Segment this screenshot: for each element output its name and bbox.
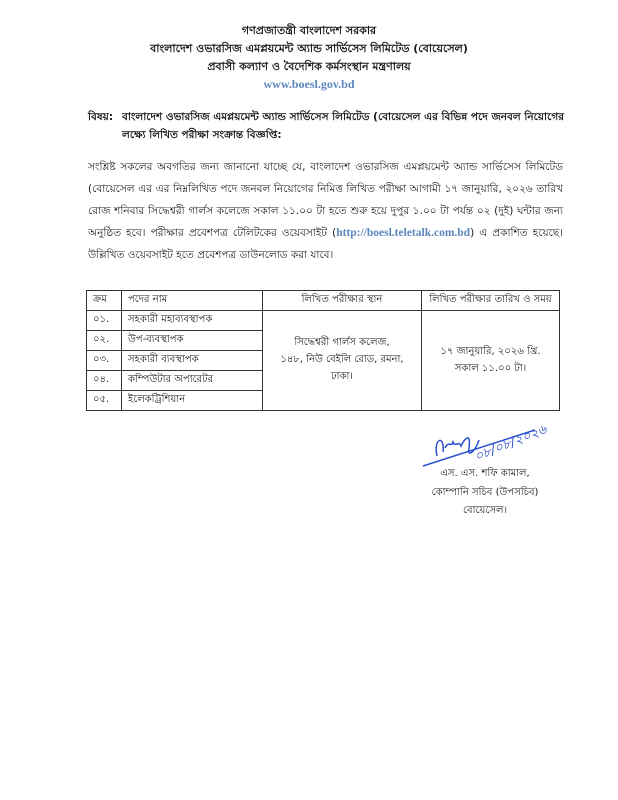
body-text-1: সংশ্লিষ্ট সকলের অবগতির জন্য জানানো যাচ্ছে যে, বাংলাদেশ ওভারসিজ এমপ্লয়মেন্ট অ্যান্ড সার্ভিসেস লিমিটেড (বোয়েসেল এর এর নিম্নলিখিত পদে জনবল নিয়োগের নিমিত্ত লিখিত পরীক্ষা আগামী ১৭ জানুয়ারি, ২০২৬ তারিখ রোজ শনিবার সিদ্ধেশ্বরী গার্লস কলেজে সকাল ১১.০০ টা হতে শুরু হয়ে দুপুর ১.০০ টা পর্যন্ত ০২ (দুই) ঘন্টার জন্য অনুষ্ঠিত হবে। পরীক্ষার প্রবেশপত্র টেলিটকের ওয়েবসাইট ( <box>88 161 563 239</box>
table-header-row <box>87 291 560 311</box>
header-website[interactable]: www.boesl.gov.bd <box>263 77 355 91</box>
header-organization: বাংলাদেশ ওভারসিজ এমপ্লয়মেন্ট অ্যান্ড সার্ভিসেস লিমিটেড (বোয়েসেল) <box>150 42 468 55</box>
post-name: ইলেকট্রিশিয়ান <box>122 391 263 411</box>
datetime-line2: সকাল ১১.০০ টা। <box>454 362 527 374</box>
col-post: পদের নাম <box>122 291 263 311</box>
datetime-line1: ১৭ জানুয়ারি, ২০২৬ খ্রি. <box>440 345 541 357</box>
table-row <box>87 311 560 331</box>
header-government: গণপ্রজাতন্ত্রী বাংলাদেশ সরকার <box>241 24 377 37</box>
venue <box>263 311 422 411</box>
subject-label: বিষয়: <box>88 111 114 123</box>
col-serial: ক্রম <box>87 291 122 311</box>
venue-line2: ১৪৮, নিউ বেইলি রোড, রমনা, ঢাকা। <box>280 354 404 382</box>
col-datetime: লিখিত পরীক্ষার তারিখ ও সময় <box>422 291 560 311</box>
serial: ০২. <box>87 331 122 351</box>
serial: ০৪. <box>87 371 122 391</box>
signatory-name: এস. এস. শফি কামাল, <box>440 468 530 479</box>
signature-date: ০৮/০৮/২০২৬ <box>472 422 550 465</box>
subject-text: বাংলাদেশ ওভারসিজ এমপ্লয়মেন্ট অ্যান্ড সার্ভিসেস লিমিটেড (বোয়েসেল এর বিভিন্ন পদে জনবল নিয়োগের লক্ষ্যে লিখিত পরীক্ষা সংক্রান্ত বিজ্ঞপ্তি: <box>122 111 564 141</box>
venue-line1: সিদ্ধেশ্বরী গার্লস কলেজ, <box>294 337 390 348</box>
admit-card-link[interactable]: http://boesl.teletalk.com.bd <box>336 227 471 239</box>
col-venue: লিখিত পরীক্ষার স্থান <box>263 291 422 311</box>
notice-body <box>88 156 563 266</box>
post-name: উপ-ব্যবস্থাপক <box>122 331 263 351</box>
post-name: সহকারী ব্যবস্থাপক <box>122 351 263 371</box>
serial: ০৩. <box>87 351 122 371</box>
body-text-2: ) এ প্রকাশিত হয়েছে। উল্লিখিত ওয়েবসাইট হতে প্রবেশপত্র ডাউনলোড করা যাবে। <box>88 227 563 261</box>
serial: ০১. <box>87 311 122 331</box>
subject <box>88 108 568 144</box>
datetime <box>422 311 560 411</box>
post-name: সহকারী মহাব্যবস্থাপক <box>122 311 263 331</box>
header-ministry: প্রবাসী কল্যাণ ও বৈদেশিক কর্মসংস্থান মন্ত্রণালয় <box>207 60 411 73</box>
post-name: কম্পিউটার অপারেটর <box>122 371 263 391</box>
exam-table <box>86 290 560 411</box>
signatory-organization: বোয়েসেল। <box>462 505 508 516</box>
serial: ০৫. <box>87 391 122 411</box>
signatory-designation: কোম্পানি সচিব (উপসচিব) <box>431 487 539 498</box>
